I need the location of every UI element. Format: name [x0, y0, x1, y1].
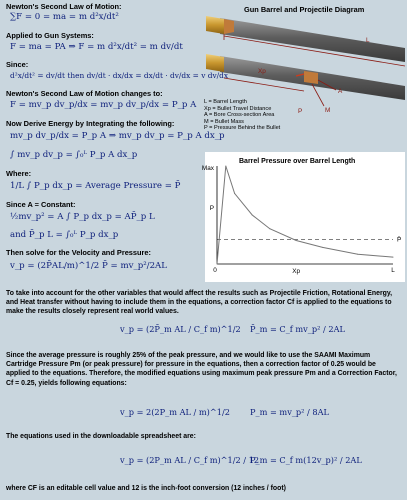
heading-where: Where: [6, 169, 32, 178]
heading-since: Since: [6, 60, 29, 69]
pressure-point [322, 247, 323, 248]
pressure-point [269, 228, 270, 229]
x-axis-label: Xp [292, 268, 301, 275]
barrel-top [206, 16, 405, 62]
label-M: M [325, 107, 331, 114]
heading-newtons-law: Newton's Second Law of Motion: [6, 2, 122, 11]
legend-item: M = Bullet Mass [204, 118, 244, 125]
diagram-legend [204, 99, 280, 132]
equation-velocity-pressure: v_p = (2P̄AL/m)^1/2 P̄ = mv_p²/2AL [10, 261, 167, 271]
equation-average-pressure: 1/L ∫ P_p dx_p = Average Pressure = P̄ [10, 181, 181, 191]
equation-force-velocity: F = mv_p dv_p/dx = mv_p dv_p/dx = P_p A [10, 100, 197, 110]
heading-applied-gun: Applied to Gun Systems: [6, 31, 94, 40]
equation-kinetic-energy: ½mv_p² = A ∫ P_p dx_p = AP̄_p L [10, 212, 155, 222]
equation-velocity-peak: v_p = 2(2P_m AL / m)^1/2 [120, 407, 230, 417]
pressure-point [234, 193, 235, 194]
equation-energy-integral: ∫ mv_p dv_p = ∫₀ᴸ P_p A dx_p [10, 150, 138, 160]
x-zero-label: 0 [213, 267, 217, 274]
label-A: A [338, 88, 343, 95]
heading-solve-velocity: Then solve for the Velocity and Pressure: [6, 248, 151, 257]
equation-pressure-cf: P̄_m = C_f mv_p² / 2AL [250, 324, 345, 334]
paragraph-conversion: where CF is an editable cell value and 12 is the inch-foot conversion (12 inches / foot) [6, 485, 286, 492]
paragraph-peak-pressure: Since the average pressure is roughly 25% of the peak pressure, and we would like to use the SAAMI Maximum Cartridge Pressure Pm (or peak pressure) for pressure in the equations, then a correction factor of 0.25 would be applied to the equations. Therefore, the modified equations using maximum peak pressure Pm and a Correction Factor, Cf = 0.25, yields following equations: [6, 352, 397, 387]
label-P: P [298, 108, 303, 115]
equation-velocity-cf: v_p = (2P̄_m AL / C_f m)^1/2 [120, 324, 241, 334]
cartridge-bottom [206, 54, 224, 72]
label-xp: Xp [258, 68, 266, 75]
chart-title: Barrel Pressure over Barrel Length [239, 158, 356, 165]
label-L: L [366, 37, 370, 44]
equation-force: F = ma = PA ⇒ F = m d²x/dt² = m dv/dt [10, 42, 183, 52]
pressure-point [252, 215, 253, 216]
heading-since-a-constant: Since A = Constant: [6, 200, 76, 209]
equation-average-integral: and P̄_p L = ∫₀ᴸ P_p dx_p [10, 230, 119, 240]
legend-item: P = Pressure Behind the Bullet [204, 125, 281, 132]
legend-item: L = Barrel Length [204, 99, 247, 105]
y-max-label: Max [201, 165, 214, 172]
equation-velocity-spreadsheet: v_p = (2P_m AL / C_f m)^1/2 / 12 [120, 455, 260, 465]
equation-pressure-spreadsheet: P_m = C_f m(12v_p)² / 2AL [250, 455, 362, 465]
diagram-title: Gun Barrel and Projectile Diagram [244, 5, 365, 14]
paragraph-correction-factor: To take into account for the other variables that would affect the results such as Projectile Friction, Rotational Energy, and Heat transfer without having to include them in the equations, a correction factor Cf is applied to the equations to make the results closely represent real world values. [6, 290, 393, 316]
pressure-point [296, 240, 297, 241]
bullet-bottom [304, 71, 318, 84]
pressure-point [357, 254, 358, 255]
pressure-point [225, 166, 226, 167]
average-label: P̄ [397, 236, 402, 244]
chart-background [205, 152, 405, 282]
bullet-top [224, 19, 234, 34]
equation-chain-rule: d²x/dt² = dv/dt then dv/dt · dx/dx = dx/dt · dv/dx = v dv/dx [10, 71, 229, 80]
heading-derive-energy: Now Derive Energy by Integrating the following: [6, 119, 175, 128]
paragraph-spreadsheet: The equations used in the downloadable spreadsheet are: [6, 433, 196, 440]
equation-sum-forces: ∑F = 0 = ma = m d²x/dt² [10, 12, 119, 22]
equation-energy-1: mv_p dv_p/dx = P_p A ⇒ mv_p dv_p = P_p A dx_p [10, 131, 225, 141]
x-end-label: L [391, 267, 395, 274]
pressure-point [217, 264, 218, 265]
pressure-chart [201, 152, 405, 282]
cartridge-top [206, 16, 224, 34]
heading-law-changes: Newton's Second Law of Motion changes to: [6, 89, 163, 98]
equation-pressure-peak: P_m = mv_p² / 8AL [250, 407, 329, 417]
y-axis-label: P [209, 205, 214, 213]
legend-item: Xp = Bullet Travel Distance [204, 105, 272, 112]
legend-item: A = Bore Cross-section Area [204, 112, 275, 119]
pressure-point [393, 257, 394, 258]
